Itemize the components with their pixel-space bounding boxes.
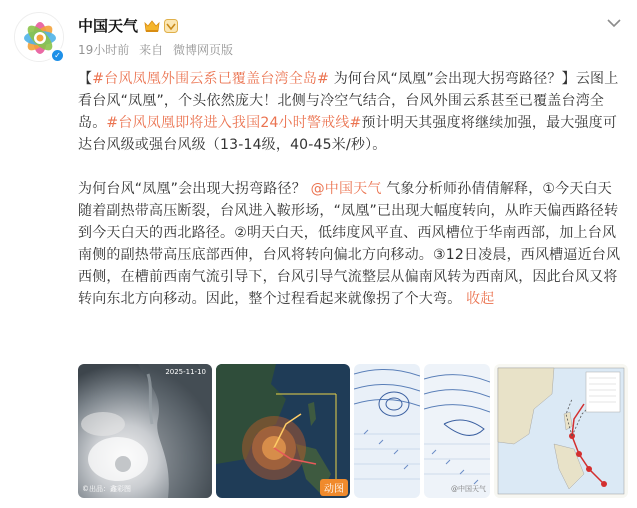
image-grid — [78, 364, 626, 498]
paragraph-2-text-1: 为何台风“凤凰”会出现大拐弯路径？ — [78, 181, 306, 197]
author-name[interactable]: 中国天气 — [78, 16, 139, 35]
crown-icon[interactable] — [144, 18, 160, 32]
image-synoptic-2[interactable] — [424, 364, 490, 498]
mention-link[interactable]: @中国天气 — [310, 181, 382, 197]
bracket-open: 【 — [78, 71, 93, 87]
topic-tag-2[interactable]: #台风凤凰即将进入我国24小时警戒线# — [106, 115, 362, 131]
image-credit: ©出品：鑫彩图 — [82, 485, 131, 493]
collapse-link[interactable]: 收起 — [466, 291, 495, 307]
paragraph-1 — [78, 68, 626, 156]
post-time[interactable]: 19小时前 — [78, 43, 130, 57]
image-timestamp: 2025-11-10 — [165, 368, 206, 376]
image-watermark: @中国天气 — [451, 485, 486, 493]
paragraph-2 — [78, 178, 626, 310]
more-chevron-icon[interactable] — [605, 14, 623, 26]
image-synoptic-1[interactable] — [354, 364, 420, 498]
image-warning-map[interactable] — [216, 364, 350, 498]
paragraph-1-text-1: 为何台风“凤凰”会出现大拐弯路径？】云图上看台风“凤凰”，个头依然庞大！北侧与冷空气结合，台风外围云系甚至已覆盖台湾全岛。 — [78, 71, 619, 131]
image-satellite[interactable] — [78, 364, 212, 498]
source-prefix: 来自 — [139, 43, 164, 57]
member-icon[interactable] — [164, 18, 178, 32]
post-content — [78, 68, 626, 310]
verified-icon: ✓ — [50, 48, 65, 63]
post-source[interactable]: 微博网页版 — [172, 43, 233, 57]
paragraph-1-text-2: 预计明天其强度将继续加强，最大强度可达台风级或强台风级（13-14级，40-45米/秒）。 — [78, 115, 618, 153]
post-meta — [78, 41, 239, 58]
image-track-forecast[interactable] — [494, 364, 628, 498]
author-row — [78, 14, 178, 36]
paragraph-2-text-2: 气象分析师孙倩倩解释，①今天白天随着副热带高压断裂，台风进入鞍形场，“凤凰”已出现大幅度转向，从昨天偏西路径转到今天白天的西北路径。②明天白天，低纬度风平直、西风槽位于华南西部，加上台风南侧的副热带高压底部西伸，台风将转向偏北方向移动。③12日凌晨，西风槽逼近台风西侧，在槽前西南气流引导下，台风引导气流整层从偏南风转为西南风，因此台风又将转向东北方向移动。因此，整个过程看起来就像拐了个大弯。 — [78, 181, 621, 307]
topic-tag-1[interactable]: #台风凤凰外围云系已覆盖台湾全岛# — [92, 71, 330, 87]
gif-badge: 动图 — [320, 479, 348, 496]
